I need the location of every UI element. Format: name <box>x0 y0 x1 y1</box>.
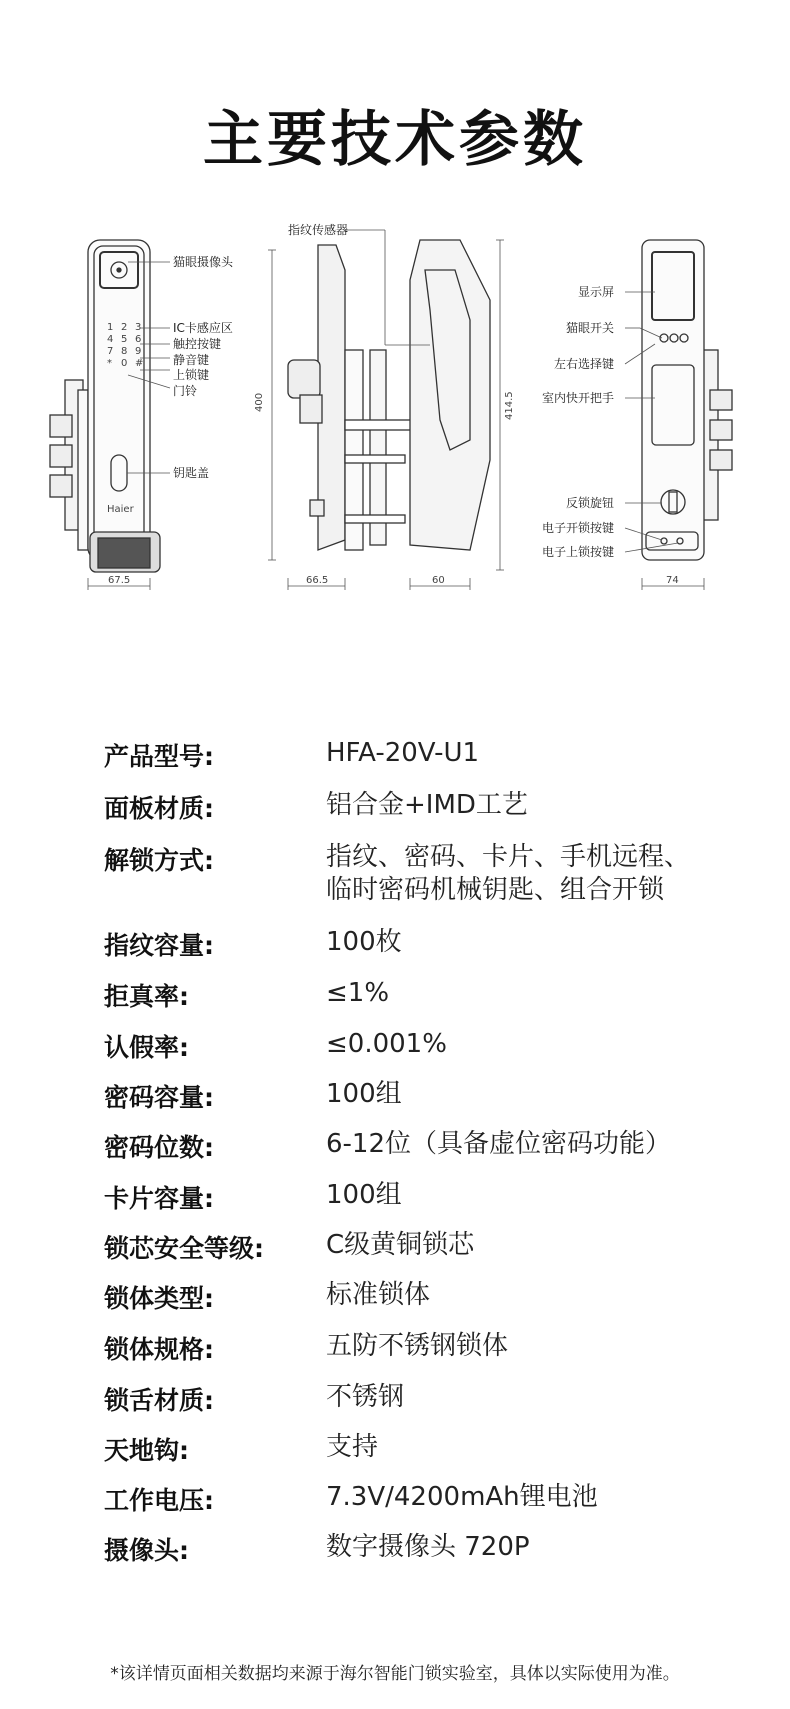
spec-value: 指纹、密码、卡片、手机远程、 <box>326 842 691 872</box>
key-9: 9 <box>135 346 142 357</box>
spec-key: 工作电压: <box>104 1486 214 1515</box>
key-4: 4 <box>107 334 114 345</box>
key-star: * <box>107 358 112 369</box>
key-7: 7 <box>107 346 114 357</box>
dim-height-inner: 414.5 <box>504 391 515 420</box>
spec-key: 锁芯安全等级: <box>104 1234 264 1263</box>
key-1: 1 <box>107 322 114 333</box>
spec-key: 锁体类型: <box>104 1284 214 1313</box>
spec-key: 密码容量: <box>104 1083 214 1112</box>
spec-key: 天地钩: <box>104 1436 189 1465</box>
label-left-right-select: 左右选择键 <box>554 357 615 371</box>
side-view <box>288 240 490 550</box>
spec-key: 锁舌材质: <box>104 1386 214 1415</box>
label-key-cover: 钥匙盖 <box>173 466 210 480</box>
label-peephole-switch: 猫眼开关 <box>566 321 615 335</box>
front-view <box>50 240 160 572</box>
spec-key: 产品型号: <box>104 742 214 771</box>
key-6: 6 <box>135 334 142 345</box>
spec-value: HFA-20V-U1 <box>326 738 480 768</box>
spec-key: 解锁方式: <box>104 846 214 875</box>
spec-value: 100枚 <box>326 927 402 957</box>
spec-value: ≤1% <box>326 978 390 1008</box>
label-mute-key: 静音键 <box>173 353 210 367</box>
label-display: 显示屏 <box>578 285 615 299</box>
key-0: 0 <box>121 358 128 369</box>
spec-value: 6-12位（具备虚位密码功能） <box>326 1129 672 1159</box>
spec-value: 五防不锈钢锁体 <box>326 1331 509 1361</box>
key-2: 2 <box>121 322 128 333</box>
label-electronic-unlock: 电子开锁按键 <box>542 521 615 535</box>
spec-value: 标准锁体 <box>326 1280 431 1310</box>
spec-key: 指纹容量: <box>104 931 214 960</box>
spec-value: 支持 <box>326 1432 379 1462</box>
spec-key: 认假率: <box>104 1033 189 1062</box>
label-doorbell: 门铃 <box>173 384 198 398</box>
page-title: 主要技术参数 <box>203 105 587 175</box>
spec-key: 摄像头: <box>104 1536 189 1565</box>
spec-key: 拒真率: <box>104 982 189 1011</box>
spec-value: 不锈钢 <box>326 1382 405 1412</box>
dim-back-width: 74 <box>666 575 679 586</box>
label-peephole-camera: 猫眼摄像头 <box>173 255 234 269</box>
label-anti-lock-knob: 反锁旋钮 <box>566 496 615 510</box>
lock-drawing <box>0 223 790 660</box>
spec-value: 7.3V/4200mAh锂电池 <box>326 1482 598 1512</box>
spec-value: 100组 <box>326 1079 402 1109</box>
key-hash: # <box>135 358 144 369</box>
spec-key: 锁体规格: <box>104 1335 214 1364</box>
label-fingerprint-sensor: 指纹传感器 <box>288 223 349 237</box>
dim-front-width: 67.5 <box>108 575 131 586</box>
dim-side-width: 60 <box>432 575 445 586</box>
label-ic-card-area: IC卡感应区 <box>173 321 233 335</box>
label-lock-key: 上锁键 <box>173 368 210 382</box>
spec-key: 面板材质: <box>104 794 214 823</box>
label-touch-keys: 触控按键 <box>173 337 222 351</box>
spec-value: 铝合金+IMD工艺 <box>326 790 528 820</box>
key-8: 8 <box>121 346 128 357</box>
brand-logo: Haier <box>107 504 134 515</box>
key-3: 3 <box>135 322 142 333</box>
dim-height-outer: 400 <box>254 392 265 412</box>
label-indoor-quick-handle: 室内快开把手 <box>542 391 615 405</box>
spec-value: 100组 <box>326 1180 402 1210</box>
footnote: *该详情页面相关数据均来源于海尔智能门锁实验室，具体以实际使用为准。 <box>110 1664 680 1684</box>
label-electronic-lock: 电子上锁按键 <box>542 545 615 559</box>
dim-side-depth: 66.5 <box>306 575 329 586</box>
lock-diagram <box>0 223 790 660</box>
spec-value: C级黄铜锁芯 <box>326 1230 475 1260</box>
key-5: 5 <box>121 334 128 345</box>
spec-key: 密码位数: <box>104 1133 214 1162</box>
spec-key: 卡片容量: <box>104 1184 214 1213</box>
back-view <box>642 240 732 560</box>
spec-value: 数字摄像头 720P <box>326 1532 530 1562</box>
spec-value-line2: 临时密码机械钥匙、组合开锁 <box>326 875 665 905</box>
spec-value: ≤0.001% <box>326 1029 447 1059</box>
